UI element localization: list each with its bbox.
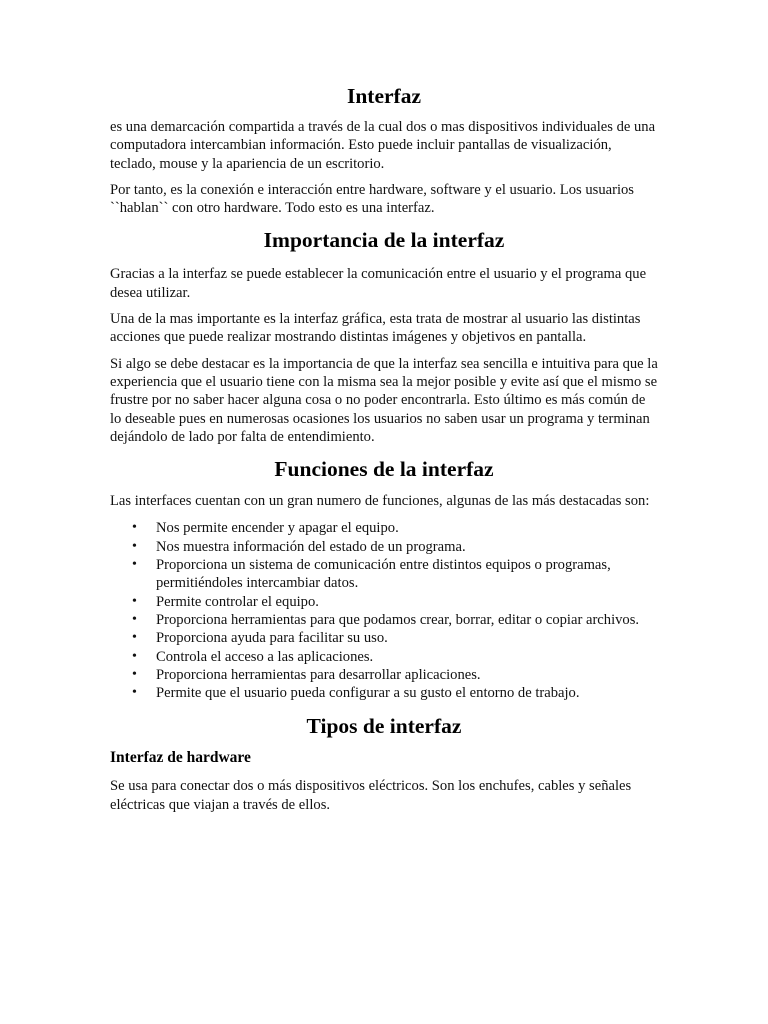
hardware-paragraph: Se usa para conectar dos o más dispositivos eléctricos. Son los enchufes, cables y señales eléctricas que viajan a través de ellos. [110,778,632,813]
list-item-text: Proporciona ayuda para facilitar su uso. [156,630,388,647]
list-item-text: Permite que el usuario pueda configurar a su gusto el entorno de trabajo. [156,685,580,702]
section-heading-tipos: Tipos de interfaz [306,714,462,739]
list-item [110,611,658,629]
bullet-icon: • [132,538,137,554]
list-item [110,556,658,593]
bullet-icon: • [132,666,137,682]
subheading-hardware: Interfaz de hardware [110,749,251,767]
bullet-icon: • [132,648,137,664]
list-item [110,666,658,684]
list-item [110,519,658,537]
section-heading-funciones: Funciones de la interfaz [274,457,494,482]
intro-paragraph-2: Por tanto, es la conexión e interacción entre hardware, software y el usuario. Los usuarios ``hablan`` con otro hardware. Todo esto es una interfaz. [110,181,634,217]
importancia-paragraph-3: Si algo se debe destacar es la importancia de que la interfaz sea sencilla e intuitiva para que la experiencia que el usuario tiene con la misma sea la mejor posible y evite así que el mismo se frustre por no saber hacer alguna cosa o no poder encontrarla. Esto último es más común de lo deseable pues en numerosas ocasiones los usuarios no saben usar un programa y terminan dejándolo de lado por falta de entendimiento. [110,355,658,445]
bullet-icon: • [132,685,137,701]
list-item [110,684,658,702]
bullet-icon: • [132,593,137,609]
bullet-icon: • [132,630,137,646]
list-item-text: Nos muestra información del estado de un programa. [156,538,466,555]
bullet-icon: • [132,557,137,573]
list-item-text: Nos permite encender y apagar el equipo. [156,520,399,537]
funciones-intro: Las interfaces cuentan con un gran numero de funciones, algunas de las más destacadas son: [110,493,650,510]
importancia-paragraph-1: Gracias a la interfaz se puede establecer la comunicación entre el usuario y el programa que desea utilizar. [110,266,647,301]
bullet-icon: • [132,611,137,627]
document-page [110,82,658,814]
document-title: Interfaz [346,84,422,108]
list-item-text: Proporciona herramientas para desarrollar aplicaciones. [156,666,481,683]
funciones-list [110,519,658,702]
list-item-text: Controla el acceso a las aplicaciones. [156,648,374,665]
list-item-text: Proporciona herramientas para que podamos crear, borrar, editar o copiar archivos. [156,611,640,628]
importancia-paragraph-2: Una de la mas importante es la interfaz gráfica, esta trata de mostrar al usuario las distintas acciones que puede realizar mostrando distintas imágenes y objetivos en pantalla. [110,311,641,346]
list-item-text: Permite controlar el equipo. [156,593,319,610]
list-item [110,538,658,556]
section-heading-importancia: Importancia de la interfaz [263,228,505,253]
list-item [110,593,658,611]
intro-paragraph-1: es una demarcación compartida a través de la cual dos o mas dispositivos individuales de una computadora intercambian información. Esto puede incluir pantallas de visualización, teclado, mouse y la apariencia de un escritorio. [110,119,656,172]
list-item [110,648,658,666]
list-item [110,629,658,647]
bullet-icon: • [132,520,137,536]
list-item-text: Proporciona un sistema de comunicación entre distintos equipos o programas, permitiéndoles intercambiar datos. [156,557,611,592]
